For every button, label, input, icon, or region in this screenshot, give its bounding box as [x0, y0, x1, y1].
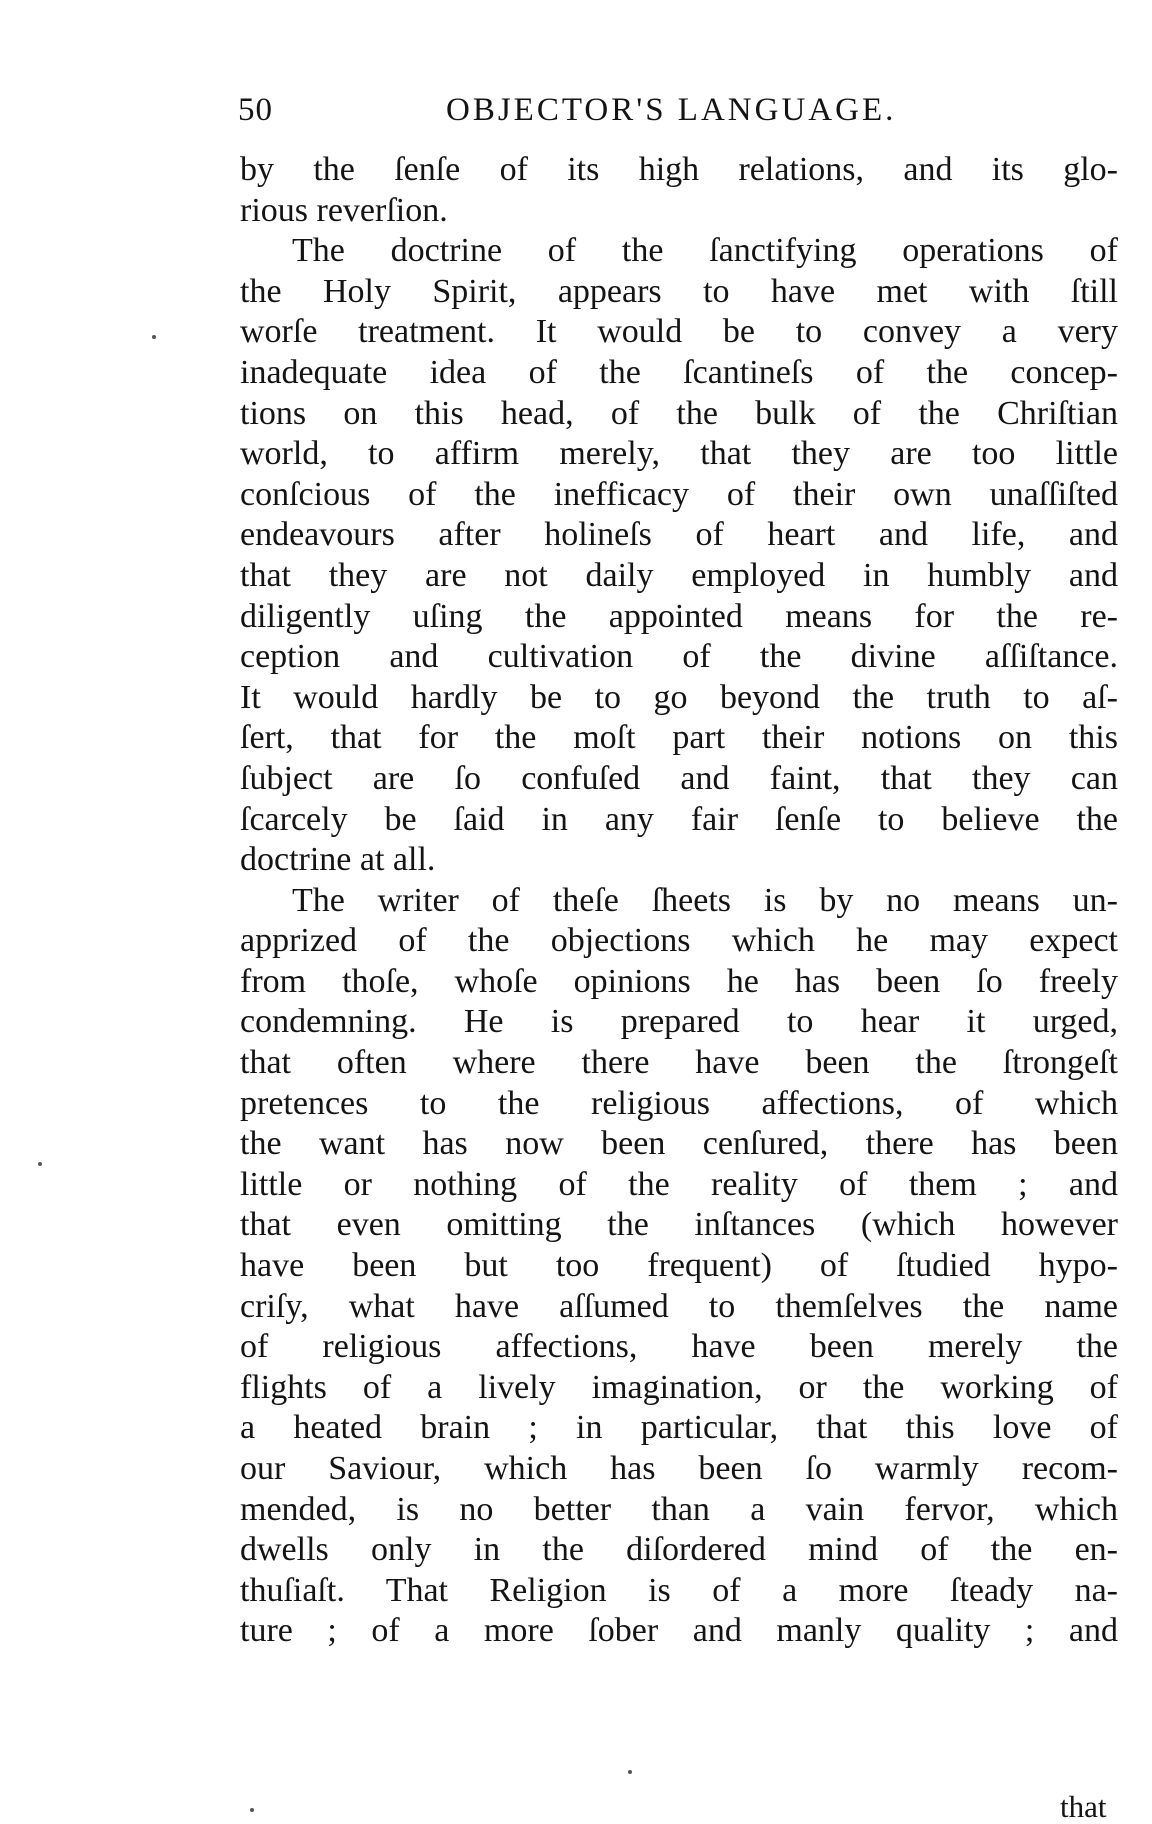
text-line: doctrine at all. — [240, 841, 436, 879]
text-line: endeavours after holineſs of heart and life, and — [240, 516, 1118, 554]
running-head — [238, 92, 1108, 136]
ink-speck — [152, 335, 156, 339]
paragraph-first-line: The writer of theſe ſheets is by no means un- — [292, 881, 1118, 919]
text-line: the want has now been cenſured, there has been — [240, 1125, 1118, 1163]
ink-speck — [38, 1162, 42, 1166]
text-line: ception and cultivation of the divine aſſiſtance. — [240, 638, 1118, 676]
text-line: that they are not daily employed in humbly and — [240, 556, 1118, 594]
text-line: tions on this head, of the bulk of the Chriſtian — [240, 394, 1118, 432]
text-line: have been but too frequent) of ſtudied hypo- — [240, 1247, 1118, 1285]
text-line: rious reverſion. — [240, 191, 448, 229]
text-line: that often where there have been the ſtrongeſt — [240, 1044, 1118, 1082]
ink-speck — [250, 1808, 254, 1812]
text-line: inadequate idea of the ſcantineſs of the concep- — [240, 353, 1118, 391]
text-line: our Saviour, which has been ſo warmly recom- — [240, 1450, 1118, 1487]
page-number: 50 — [238, 92, 273, 128]
text-line: ſert, that for the moſt part their notions on this — [240, 719, 1118, 757]
text-line: condemning. He is prepared to hear it urged, — [240, 1003, 1118, 1041]
ink-speck — [628, 1770, 632, 1774]
text-line: ſcarcely be ſaid in any fair ſenſe to believe the — [240, 800, 1118, 838]
text-line: diligently uſing the appointed means for the re- — [240, 597, 1118, 635]
text-line: by the ſenſe of its high relations, and its glo- — [240, 151, 1118, 188]
text-line: It would hardly be to go beyond the truth to aſ- — [240, 678, 1118, 716]
text-line: pretences to the religious affections, of which — [240, 1084, 1118, 1122]
running-head-title: OBJECTOR'S LANGUAGE. — [446, 92, 897, 128]
text-line: ture ; of a more ſober and manly quality ; and — [240, 1612, 1118, 1650]
text-line: thuſiaſt. That Religion is of a more ſteady na- — [240, 1571, 1118, 1609]
text-line: of religious affections, have been merely the — [240, 1328, 1118, 1366]
text-line: the Holy Spirit, appears to have met with ſtill — [240, 272, 1118, 310]
text-line: ſubject are ſo confuſed and faint, that they can — [240, 759, 1118, 797]
text-line: conſcious of the inefficacy of their own unaſſiſted — [240, 475, 1118, 513]
body-text — [240, 150, 1118, 1652]
text-line: mended, is no better than a vain fervor, which — [240, 1490, 1118, 1528]
paragraph-first-line: The doctrine of the ſanctifying operations of — [292, 232, 1118, 270]
text-line: a heated brain ; in particular, that this love of — [240, 1409, 1118, 1447]
text-line: flights of a lively imagination, or the working of — [240, 1368, 1118, 1406]
text-line: from thoſe, whoſe opinions he has been ſo freely — [240, 962, 1118, 1000]
text-line: world, to affirm merely, that they are too little — [240, 435, 1118, 473]
text-line: little or nothing of the reality of them ; and — [240, 1165, 1118, 1203]
text-line: apprized of the objections which he may expect — [240, 922, 1118, 960]
text-line: that even omitting the inſtances (which however — [240, 1206, 1118, 1244]
catchword: that — [1060, 1789, 1107, 1824]
text-line: criſy, what have aſſumed to themſelves the name — [240, 1287, 1118, 1325]
text-line: worſe treatment. It would be to convey a very — [240, 313, 1118, 351]
text-line: dwells only in the diſordered mind of the en- — [240, 1531, 1118, 1569]
